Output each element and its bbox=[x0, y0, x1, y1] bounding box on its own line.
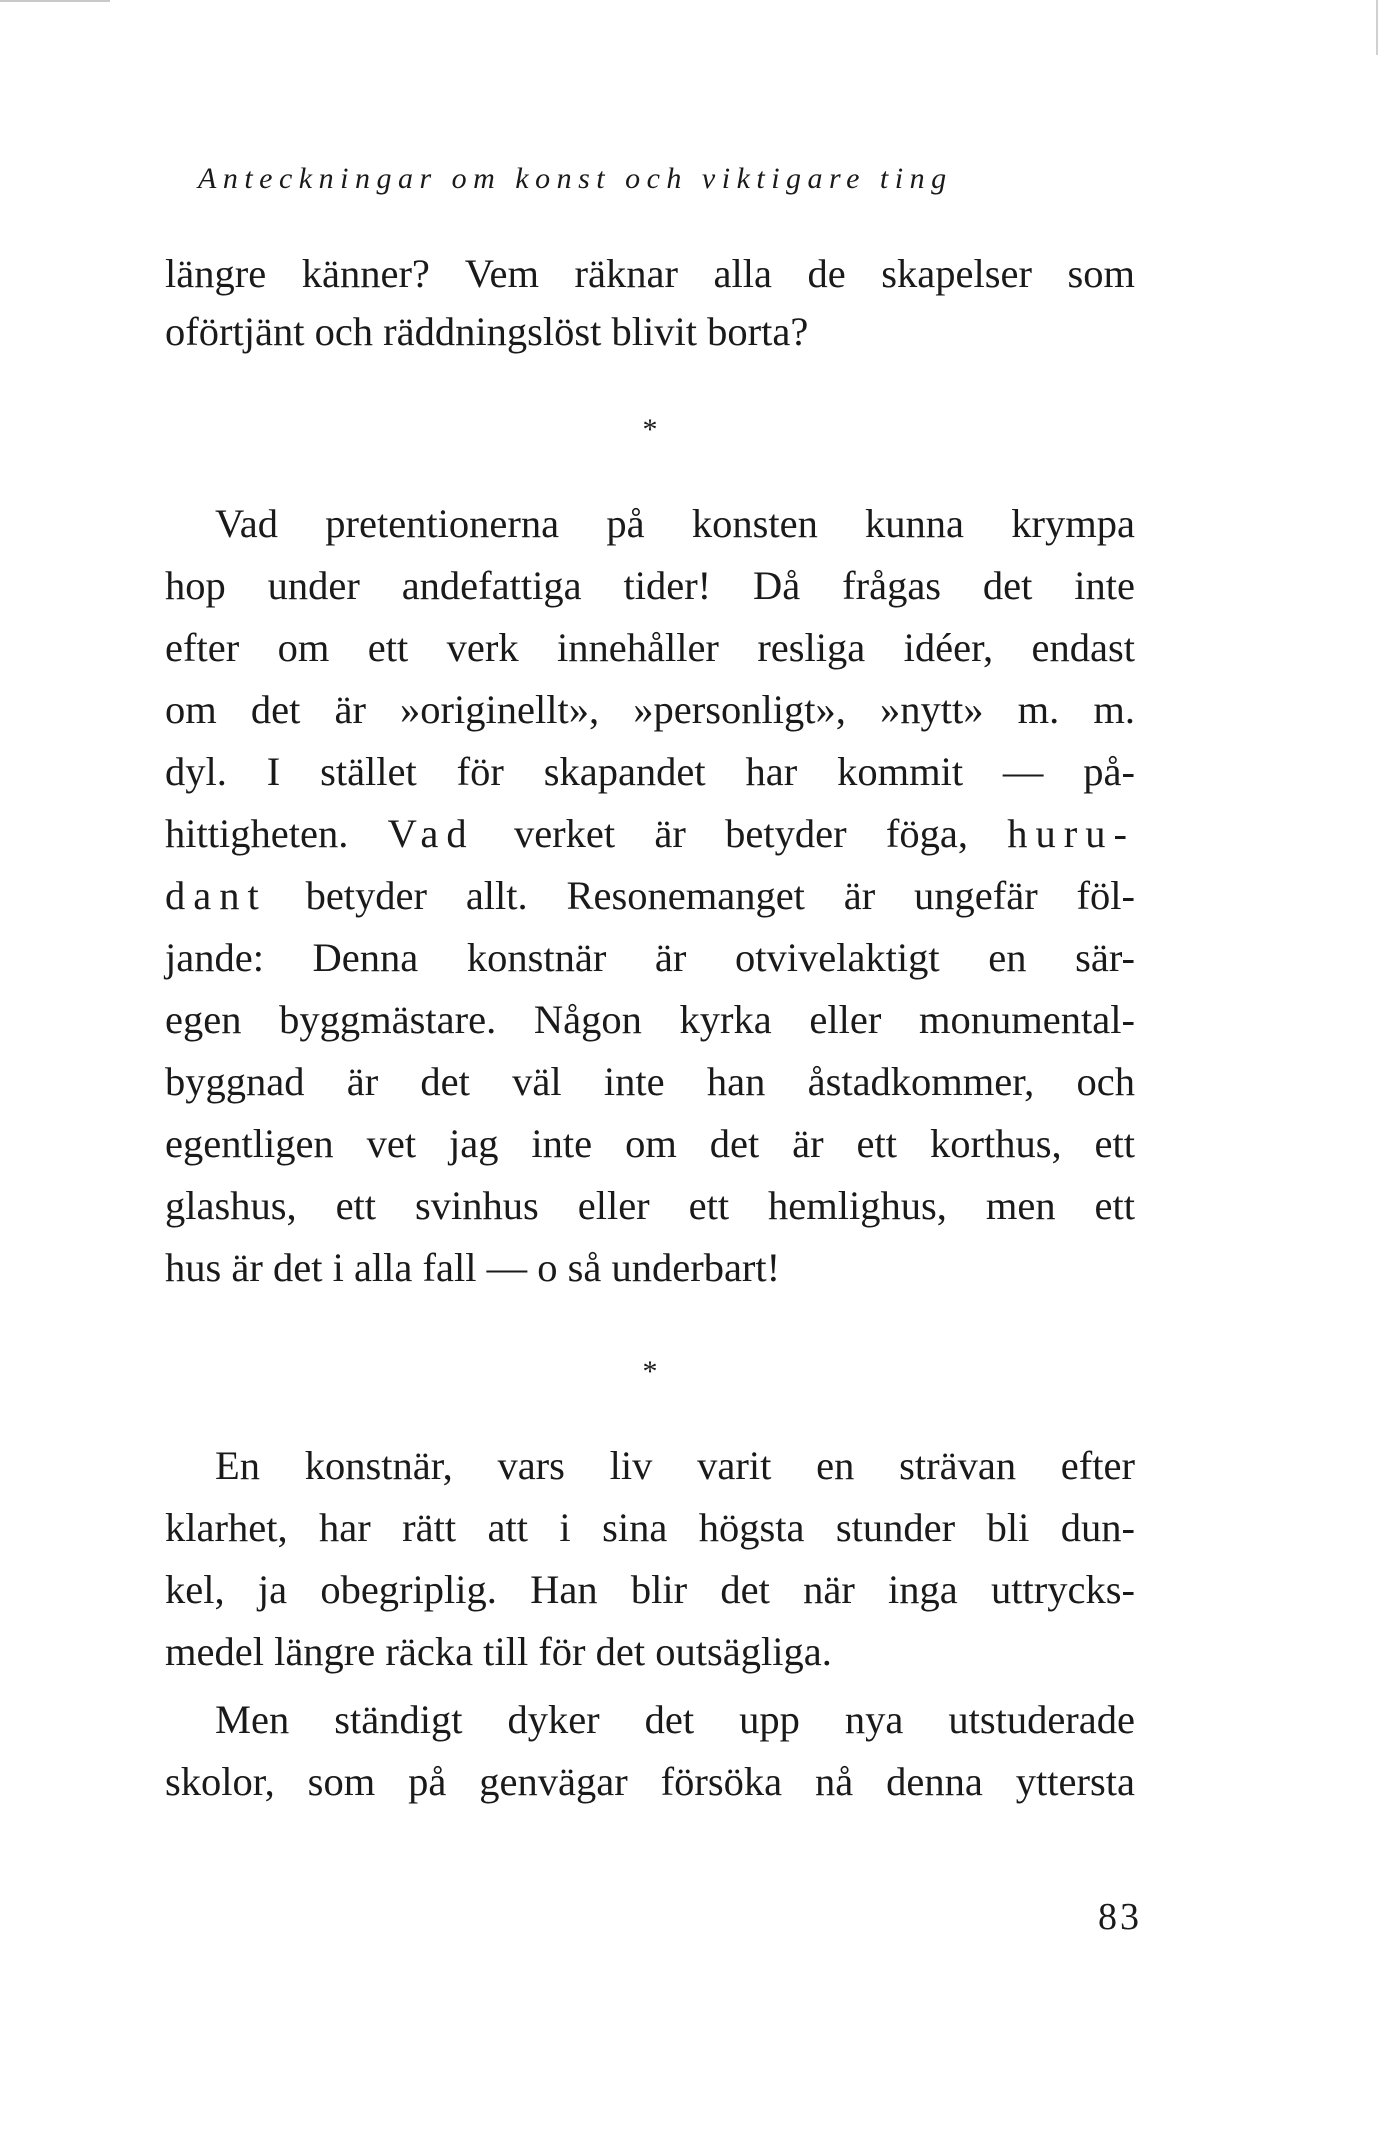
scan-edge-mark-right bbox=[1376, 0, 1378, 55]
text-line: om det är »originellt», »personligt», »nytt» m. m. bbox=[165, 687, 1135, 732]
text-segment: hittigheten. bbox=[165, 811, 349, 856]
text-line: klarhet, har rätt att i sina högsta stunder bli dun- bbox=[165, 1505, 1135, 1550]
text-line: efter om ett verk innehåller resliga idéer, endast bbox=[165, 625, 1135, 670]
text-line: kel, ja obegriplig. Han blir det när inga uttrycks- bbox=[165, 1567, 1135, 1612]
text-line: längre känner? Vem räknar alla de skapelser som bbox=[165, 251, 1135, 296]
text-line: hus är det i alla fall — o så underbart! bbox=[165, 1245, 781, 1290]
emphasized-word: Vad bbox=[387, 811, 475, 856]
section-separator: * bbox=[642, 1355, 658, 1388]
text-line: byggnad är det väl inte han åstadkommer, och bbox=[165, 1059, 1135, 1104]
text-line: oförtjänt och räddningslöst blivit borta? bbox=[165, 309, 809, 354]
text-line: hop under andefattiga tider! Då frågas det inte bbox=[165, 563, 1135, 608]
text-segment: verket är betyder föga, bbox=[513, 811, 968, 856]
text-line: egentligen vet jag inte om det är ett korthus, ett bbox=[165, 1121, 1135, 1166]
text-line: egen byggmästare. Någon kyrka eller monumental- bbox=[165, 997, 1135, 1042]
text-line bbox=[165, 811, 1136, 856]
text-line: Vad pretentionerna på konsten kunna krympa bbox=[215, 501, 1135, 546]
text-line: glashus, ett svinhus eller ett hemlighus, men ett bbox=[165, 1183, 1135, 1228]
section-separator: * bbox=[642, 413, 658, 446]
emphasized-word: huru- bbox=[1007, 811, 1136, 856]
text-segment: betyder allt. Resonemanget är ungefär föl- bbox=[305, 873, 1136, 918]
emphasized-word: dant bbox=[165, 873, 267, 918]
scan-edge-mark bbox=[0, 0, 110, 2]
text-line: dyl. I stället för skapandet har kommit — på- bbox=[165, 749, 1135, 794]
text-line: medel längre räcka till för det outsägliga. bbox=[165, 1629, 832, 1674]
text-line bbox=[165, 873, 1136, 918]
text-line: skolor, som på genvägar försöka nå denna yttersta bbox=[165, 1759, 1135, 1804]
text-line: Men ständigt dyker det upp nya utstuderade bbox=[215, 1697, 1135, 1742]
text-line: jande: Denna konstnär är otvivelaktigt en sär- bbox=[165, 935, 1135, 980]
page-number: 83 bbox=[1098, 1896, 1142, 1938]
running-head: Anteckningar om konst och viktigare ting bbox=[198, 162, 953, 195]
text-line: En konstnär, vars liv varit en strävan efter bbox=[215, 1443, 1135, 1488]
